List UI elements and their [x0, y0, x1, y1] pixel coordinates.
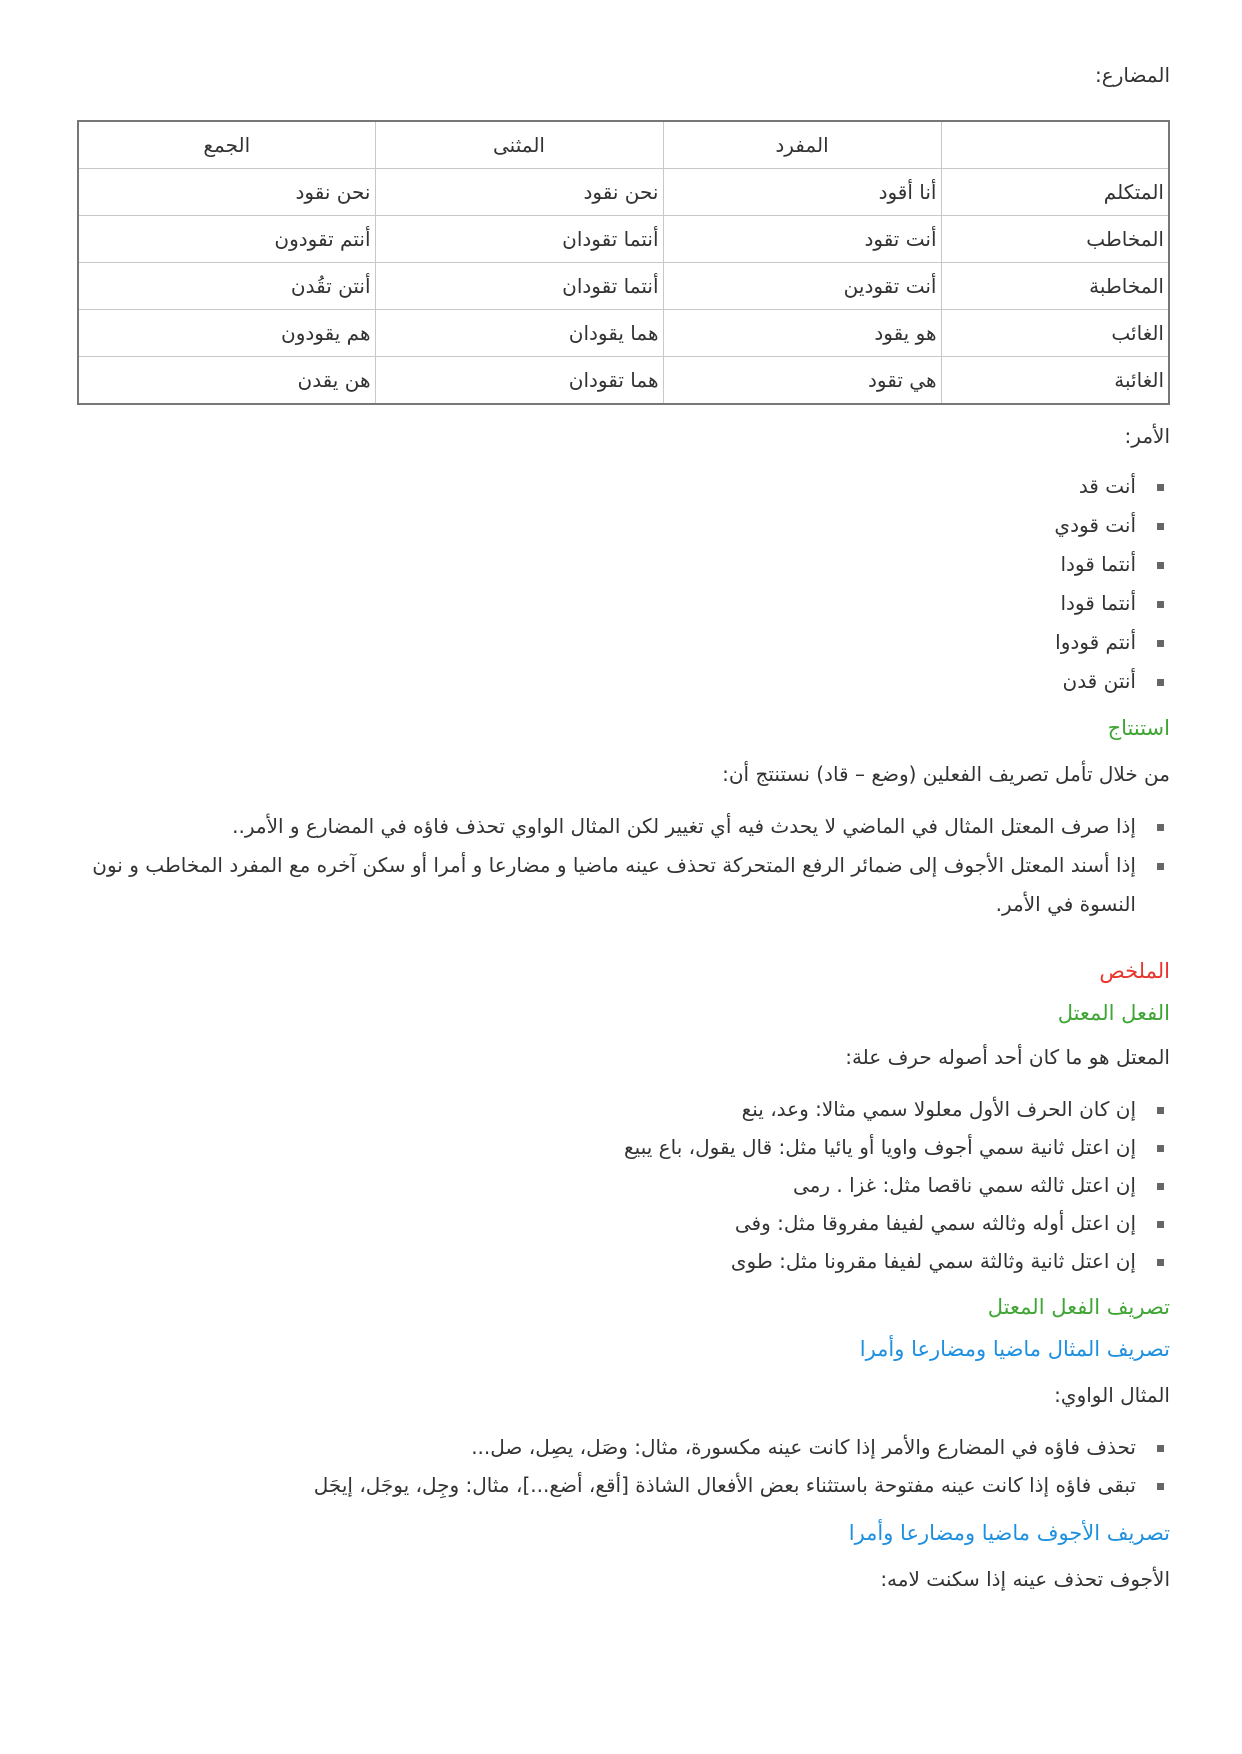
table-cell: هم يقودون [78, 310, 375, 357]
table-row [78, 263, 1169, 310]
tasrif-heading: تصريف الفعل المعتل [987, 1295, 1170, 1319]
summary-heading: الملخص [1099, 959, 1170, 983]
table-cell: المخاطب [941, 216, 1169, 263]
table-cell: هما يقودان [375, 310, 663, 357]
table-header-cell [941, 121, 1169, 169]
list-item: أنتما قودا [77, 584, 1164, 623]
table-cell: المخاطبة [941, 263, 1169, 310]
table-row [78, 216, 1169, 263]
table-cell: هو يقود [663, 310, 941, 357]
table-cell: نحن نقود [375, 169, 663, 216]
table-cell: نحن نقود [78, 169, 375, 216]
summary-list [77, 1090, 1170, 1280]
table-row [78, 169, 1169, 216]
table-header-cell: المثنى [375, 121, 663, 169]
table-cell: الغائبة [941, 357, 1169, 405]
conclusion-list [77, 807, 1170, 924]
list-item: أنت قد [77, 467, 1164, 506]
table-header-row [78, 121, 1169, 169]
list-item: إن اعتل ثانية وثالثة سمي لفيفا مقرونا مثل: طوى [77, 1242, 1164, 1280]
table-cell: أنتن تقُدن [78, 263, 375, 310]
list-item: إن اعتل أوله وثالثه سمي لفيفا مفروقا مثل: وفى [77, 1204, 1164, 1242]
list-item: إن اعتل ثالثه سمي ناقصا مثل: غزا . رمى [77, 1166, 1164, 1204]
table-cell: الغائب [941, 310, 1169, 357]
ajwaf-heading: تصريف الأجوف ماضيا ومضارعا وأمرا [848, 1521, 1170, 1545]
amr-list [77, 467, 1170, 701]
table-cell: أنت تقود [663, 216, 941, 263]
conclusion-intro: من خلال تأمل تصريف الفعلين (وضع – قاد) نستنتج أن: [722, 762, 1170, 786]
list-item: أنتما قودا [77, 545, 1164, 584]
amr-label: الأمر: [1124, 424, 1170, 448]
list-item: أنتن قدن [77, 662, 1164, 701]
table-cell: المتكلم [941, 169, 1169, 216]
table-cell: هن يقدن [78, 357, 375, 405]
table-cell: أنتما تقودان [375, 216, 663, 263]
table-row [78, 357, 1169, 405]
list-item: إذا صرف المعتل المثال في الماضي لا يحدث فيه أي تغيير لكن المثال الواوي تحذف فاؤه في المضارع و الأمر.. [77, 807, 1164, 846]
mithal-list [77, 1428, 1170, 1504]
table-header-cell: الجمع [78, 121, 375, 169]
list-item: تبقى فاؤه إذا كانت عينه مفتوحة باستثناء بعض الأفعال الشاذة [أقع، أضع...]، مثال: وجِل، يوجَل، إيجَل [77, 1466, 1164, 1504]
mudari-conjugation-table [77, 120, 1170, 405]
summary-subheading: الفعل المعتل [1057, 1001, 1170, 1025]
conclusion-heading: استنتاج [1107, 716, 1170, 740]
list-item: تحذف فاؤه في المضارع والأمر إذا كانت عينه مكسورة، مثال: وصَل، يصِل، صل... [77, 1428, 1164, 1466]
mithal-intro: المثال الواوي: [1054, 1383, 1170, 1407]
mudari-label: المضارع: [1095, 63, 1170, 87]
summary-intro: المعتل هو ما كان أحد أصوله حرف علة: [845, 1045, 1170, 1069]
table-cell: أنتما تقودان [375, 263, 663, 310]
table-cell: هما تقودان [375, 357, 663, 405]
ajwaf-intro: الأجوف تحذف عينه إذا سكنت لامه: [880, 1567, 1170, 1591]
table-row [78, 310, 1169, 357]
table-cell: أنا أقود [663, 169, 941, 216]
table-header-cell: المفرد [663, 121, 941, 169]
article-content [77, 58, 1170, 1596]
list-item: إن كان الحرف الأول معلولا سمي مثالا: وعد، ينع [77, 1090, 1164, 1128]
list-item: إذا أسند المعتل الأجوف إلى ضمائر الرفع المتحركة تحذف عينه ماضيا و مضارعا و أمرا أو سكن آخره مع المفرد المخاطب و نون النسوة في الأمر. [77, 846, 1164, 924]
list-item: أنت قودي [77, 506, 1164, 545]
table-cell: هي تقود [663, 357, 941, 405]
table-cell: أنت تقودين [663, 263, 941, 310]
list-item: أنتم قودوا [77, 623, 1164, 662]
list-item: إن اعتل ثانية سمي أجوف واويا أو يائيا مثل: قال يقول، باع يبيع [77, 1128, 1164, 1166]
mithal-heading: تصريف المثال ماضيا ومضارعا وأمرا [859, 1337, 1170, 1361]
table-cell: أنتم تقودون [78, 216, 375, 263]
